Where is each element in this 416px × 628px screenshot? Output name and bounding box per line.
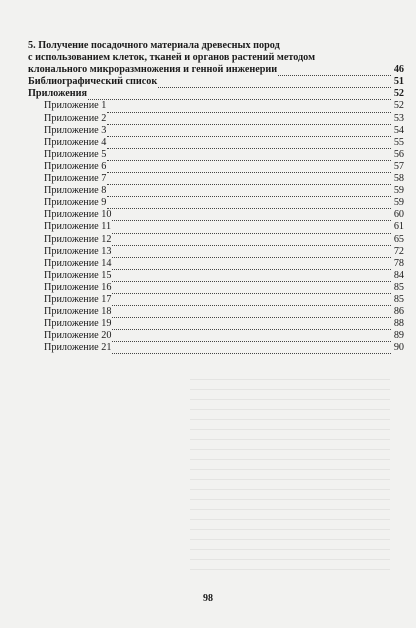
dot-leader	[107, 187, 391, 197]
dot-leader	[107, 163, 391, 173]
toc-appendix-label: Приложение 7	[44, 173, 107, 185]
dot-leader	[112, 224, 391, 234]
toc-appendix-item	[28, 330, 404, 342]
dot-leader	[112, 296, 391, 306]
toc-appendix-item	[28, 197, 404, 209]
toc-appendix-page: 57	[393, 160, 404, 172]
toc-appendix-label: Приложение 12	[44, 233, 112, 245]
toc-appendix-page: 72	[393, 245, 404, 257]
table-of-contents	[28, 40, 404, 354]
toc-appendix-page: 65	[393, 233, 404, 245]
toc-appendix-page: 60	[393, 209, 404, 221]
toc-appendix-item	[28, 125, 404, 137]
toc-appendix-page: 86	[393, 306, 404, 318]
dot-leader	[112, 284, 391, 294]
toc-appendix-item	[28, 294, 404, 306]
toc-appendix-page: 52	[393, 100, 404, 112]
toc-appendix-label: Приложение 2	[44, 112, 107, 124]
dot-leader	[107, 199, 391, 209]
toc-appendix-item	[28, 258, 404, 270]
dot-leader	[112, 211, 391, 221]
toc-appendix-label: Приложение 15	[44, 269, 112, 281]
dot-leader	[88, 90, 391, 100]
toc-appendix-item	[28, 185, 404, 197]
toc-appendices	[28, 88, 404, 100]
toc-bibliography-label: Библиографический список	[28, 76, 158, 88]
toc-section-5-line-2: с использованием клеток, тканей и органов растений методом	[28, 52, 316, 64]
toc-appendix-label: Приложение 20	[44, 330, 112, 342]
toc-appendix-page: 84	[393, 269, 404, 281]
dot-leader	[107, 139, 391, 149]
toc-bibliography	[28, 76, 404, 88]
toc-appendix-page: 85	[393, 281, 404, 293]
toc-appendix-item	[28, 270, 404, 282]
dot-leader	[112, 308, 391, 318]
dot-leader	[112, 320, 391, 330]
toc-appendix-label: Приложение 3	[44, 124, 107, 136]
appendix-list	[28, 100, 404, 354]
toc-appendix-label: Приложение 21	[44, 342, 112, 354]
dot-leader	[112, 236, 391, 246]
toc-appendix-item	[28, 137, 404, 149]
toc-appendix-item	[28, 282, 404, 294]
dot-leader	[112, 332, 391, 342]
dot-leader	[107, 127, 391, 137]
toc-appendix-label: Приложение 9	[44, 197, 107, 209]
toc-appendix-page: 53	[393, 112, 404, 124]
toc-appendix-item	[28, 100, 404, 112]
toc-section-5-page: 46	[393, 64, 404, 76]
toc-appendix-label: Приложение 16	[44, 281, 112, 293]
dot-leader	[112, 272, 391, 282]
toc-appendix-label: Приложение 18	[44, 306, 112, 318]
toc-appendix-label: Приложение 14	[44, 257, 112, 269]
toc-appendix-label: Приложение 17	[44, 293, 112, 305]
toc-appendix-label: Приложение 19	[44, 318, 112, 330]
toc-appendix-label: Приложение 8	[44, 185, 107, 197]
bleed-through-text	[190, 370, 390, 570]
toc-section-5-line-3	[28, 64, 404, 76]
toc-appendix-label: Приложение 13	[44, 245, 112, 257]
toc-appendices-label: Приложения	[28, 88, 88, 100]
dot-leader	[158, 78, 391, 88]
toc-appendix-item	[28, 173, 404, 185]
toc-appendix-item	[28, 113, 404, 125]
toc-appendix-item	[28, 149, 404, 161]
toc-appendix-item	[28, 246, 404, 258]
toc-section-5-line-3-text: клонального микроразмножения и генной инженерии	[28, 64, 278, 76]
toc-appendix-page: 90	[393, 342, 404, 354]
toc-appendix-label: Приложение 11	[44, 221, 112, 233]
toc-appendix-page: 55	[393, 136, 404, 148]
toc-section-5-line-1: 5. Получение посадочного материала древесных пород	[28, 40, 280, 51]
toc-appendix-page: 89	[393, 330, 404, 342]
page-number: 98	[203, 593, 213, 604]
toc-appendix-item	[28, 318, 404, 330]
dot-leader	[112, 260, 391, 270]
toc-appendix-page: 59	[393, 185, 404, 197]
toc-appendix-page: 59	[393, 197, 404, 209]
dot-leader	[107, 115, 391, 125]
toc-appendix-page: 61	[393, 221, 404, 233]
toc-appendix-page: 56	[393, 148, 404, 160]
toc-appendix-label: Приложение 1	[44, 100, 107, 112]
dot-leader	[107, 175, 391, 185]
toc-appendix-page: 85	[393, 293, 404, 305]
toc-appendix-page: 54	[393, 124, 404, 136]
toc-appendix-label: Приложение 4	[44, 136, 107, 148]
dot-leader	[107, 151, 391, 161]
toc-appendix-item	[28, 209, 404, 221]
toc-appendix-page: 88	[393, 318, 404, 330]
dot-leader	[278, 66, 391, 76]
toc-appendix-label: Приложение 6	[44, 160, 107, 172]
toc-appendix-label: Приложение 10	[44, 209, 112, 221]
toc-appendix-item	[28, 161, 404, 173]
toc-appendix-page: 78	[393, 257, 404, 269]
toc-appendices-page: 52	[393, 88, 404, 100]
toc-bibliography-page: 51	[393, 76, 404, 88]
dot-leader	[107, 103, 391, 113]
dot-leader	[112, 344, 391, 354]
toc-appendix-item	[28, 342, 404, 354]
toc-appendix-label: Приложение 5	[44, 148, 107, 160]
toc-appendix-page: 58	[393, 173, 404, 185]
dot-leader	[112, 248, 391, 258]
toc-appendix-item	[28, 221, 404, 233]
toc-appendix-item	[28, 234, 404, 246]
toc-appendix-item	[28, 306, 404, 318]
